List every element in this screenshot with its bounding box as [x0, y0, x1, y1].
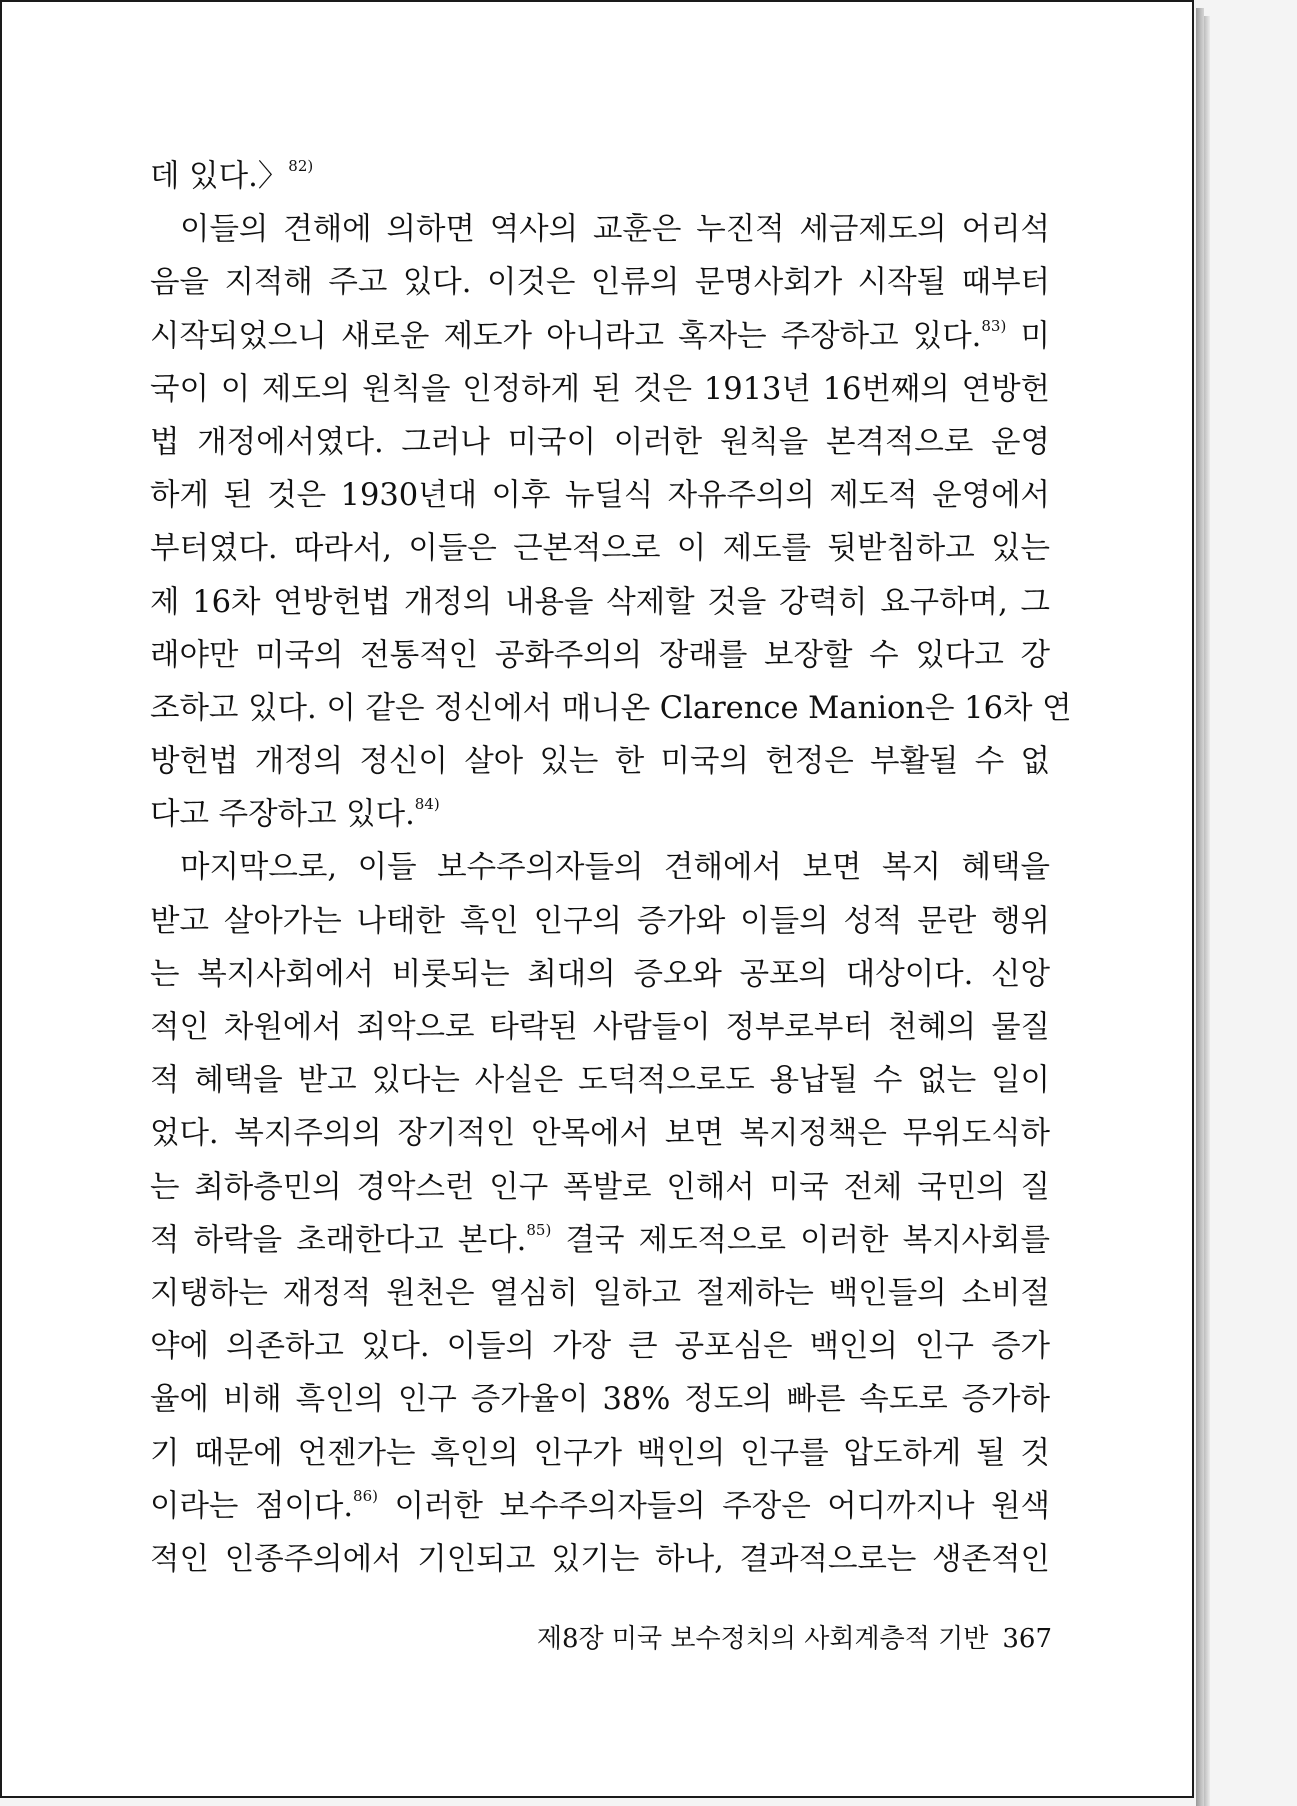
- text-line: 는 최하층민의 경악스런 인구 폭발로 인해서 미국 전체 국민의 질: [150, 1169, 1050, 1205]
- text-line: 지탱하는 재정적 원천은 열심히 일하고 절제하는 백인들의 소비절: [150, 1275, 1050, 1311]
- footnote-marker: 86): [353, 1486, 378, 1505]
- text-line: 부터였다. 따라서, 이들은 근본적으로 이 제도를 뒷받침하고 있는: [150, 531, 1050, 567]
- running-title: 제8장 미국 보수정치의 사회계층적 기반: [536, 1624, 989, 1654]
- text-line: 율에 비해 흑인의 인구 증가율이 38% 정도의 빠른 속도로 증가하: [150, 1382, 1050, 1418]
- page-number: 367: [1002, 1624, 1052, 1654]
- text-line: 적 혜택을 받고 있다는 사실은 도덕적으로도 용납될 수 없는 일이: [150, 1063, 1050, 1099]
- text-line: 법 개정에서였다. 그러나 미국이 이러한 원칙을 본격적으로 운영: [150, 424, 1050, 460]
- page-edge-shadow: [1196, 8, 1204, 1806]
- text-line: 는 복지사회에서 비롯되는 최대의 증오와 공포의 대상이다. 신앙: [150, 956, 1050, 992]
- page-footer: [512, 1618, 1052, 1655]
- text-line: 었다. 복지주의의 장기적인 안목에서 보면 복지정책은 무위도식하: [150, 1116, 1050, 1152]
- text-line: 적인 인종주의에서 기인되고 있기는 하나, 결과적으로는 생존적인: [150, 1541, 1050, 1577]
- text-line: 이들의 견해에 의하면 역사의 교훈은 누진적 세금제도의 어리석: [180, 212, 1050, 248]
- footnote-marker: 82): [288, 157, 314, 175]
- text-line: 래야만 미국의 전통적인 공화주의의 장래를 보장할 수 있다고 강: [150, 637, 1050, 673]
- text-line: 방헌법 개정의 정신이 살아 있는 한 미국의 헌정은 부활될 수 없: [150, 744, 1050, 780]
- text-line: 국이 이 제도의 원칙을 인정하게 된 것은 1913년 16번째의 연방헌: [150, 371, 1050, 407]
- body-text: [150, 150, 1072, 1586]
- footnote-marker: 83): [981, 316, 1007, 335]
- text-line: 적 하락을 초래한다고 본다.$^{85)}$ 결국 제도적으로 이러한 복지사회를: [150, 1220, 1051, 1258]
- page-edge-shadow: [1204, 16, 1210, 1806]
- text-line: 다고 주장하고 있다.$^{84)}$: [150, 795, 440, 833]
- text-line: 약에 의존하고 있다. 이들의 가장 큰 공포심은 백인의 인구 증가: [150, 1329, 1050, 1365]
- text-line: 하게 된 것은 1930년대 이후 뉴딜식 자유주의의 제도적 운영에서: [150, 478, 1050, 514]
- text-line: 음을 지적해 주고 있다. 이것은 인류의 문명사회가 시작될 때부터: [150, 265, 1050, 301]
- text-line: 제 16차 연방헌법 개정의 내용을 삭제할 것을 강력히 요구하며, 그: [150, 584, 1050, 620]
- text-line: 마지막으로, 이들 보수주의자들의 견해에서 보면 복지 혜택을: [180, 850, 1050, 886]
- text-line: 데 있다.〉$^{82)}$: [150, 157, 314, 194]
- text-line: 시작되었으니 새로운 제도가 아니라고 혹자는 주장하고 있다.$^{83)}$ 미: [150, 316, 1050, 354]
- text-line: 기 때문에 언젠가는 흑인의 인구가 백인의 인구를 압도하게 될 것: [150, 1435, 1050, 1471]
- footnote-marker: 84): [414, 795, 440, 814]
- text-line: 받고 살아가는 나태한 흑인 인구의 증가와 이들의 성적 문란 행위: [150, 903, 1050, 939]
- footnote-marker: 85): [526, 1220, 552, 1239]
- text-line: 적인 차원에서 죄악으로 타락된 사람들이 정부로부터 천혜의 물질: [150, 1010, 1050, 1045]
- text-line: 조하고 있다. 이 같은 정신에서 매니온 Clarence Manion은 16차 연: [150, 690, 1072, 726]
- text-line: 이라는 점이다.$^{86)}$ 이러한 보수주의자들의 주장은 어디까지나 원색: [150, 1486, 1051, 1524]
